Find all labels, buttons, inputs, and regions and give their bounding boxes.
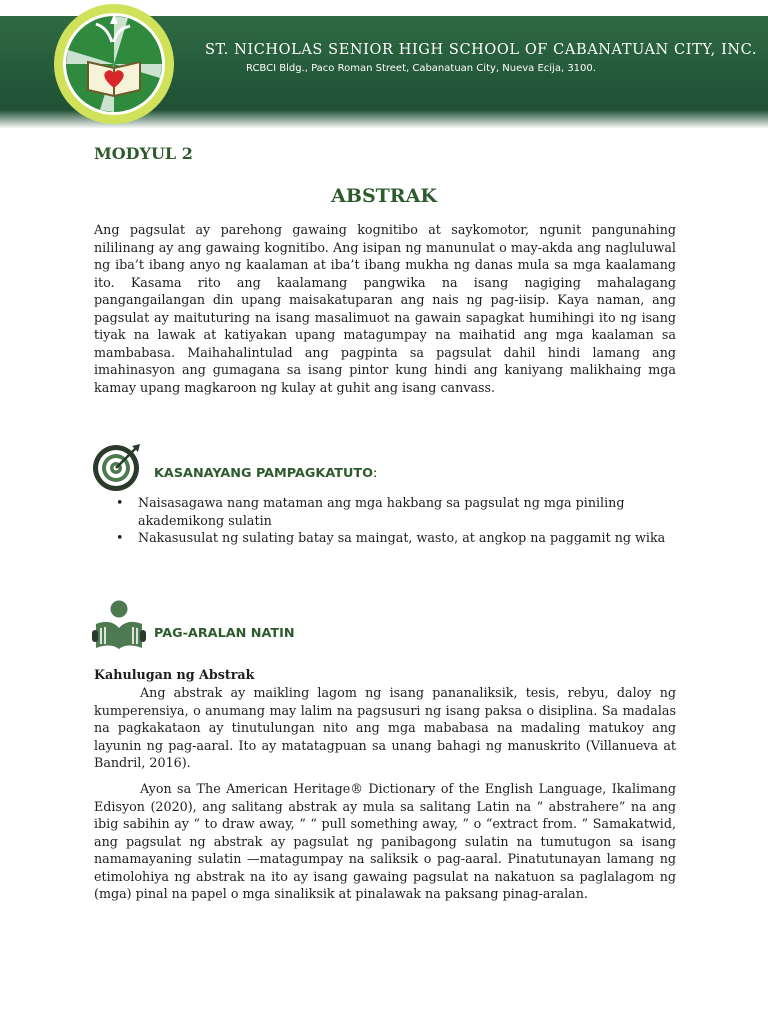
lesson-subheading: Kahulugan ng Abstrak	[94, 667, 255, 682]
school-logo	[52, 2, 176, 126]
list-item: • Nakasusulat ng sulating batay sa maingat, wasto, at angkop na paggamit ng wika	[94, 529, 684, 547]
objectives-colon: :	[372, 466, 378, 481]
list-item: • Naisasagawa nang mataman ang mga hakbang sa pagsulat ng mga piniling akademikong sulatin	[94, 494, 684, 529]
lesson-heading: PAG-ARALAN NATIN	[154, 626, 295, 641]
school-address: RCBCI Bldg., Paco Roman Street, Cabanatuan City, Nueva Ecija, 3100.	[246, 63, 596, 74]
school-name: ST. NICHOLAS SENIOR HIGH SCHOOL OF CABANATUAN CITY, INC.	[205, 42, 758, 58]
objectives-list	[94, 494, 684, 547]
page-title: ABSTRAK	[331, 185, 437, 207]
reading-person-icon	[92, 600, 146, 650]
lesson-paragraph-1: Ang abstrak ay maikling lagom ng isang pananaliksik, tesis, rebyu, daloy ng kumperensiya, o anumang may lalim na pagsusuri ng isang paksa o disiplina. Sa madalas na pagkakataon ay tinutulungan nito ang mga mababasa na madaling matukoy ang layunin ng pag-aaral. Ito ay matatagpuan sa unang bahagi ng manuskrito (Villanueva at Bandril, 2016).	[94, 685, 676, 770]
objectives-heading-text: KASANAYANG PAMPAGKATUTO	[154, 466, 373, 481]
target-icon	[92, 442, 144, 492]
intro-paragraph: Ang pagsulat ay parehong gawaing kognitibo at saykomotor, ngunit pangunahing nililinang ay ang gawaing kognitibo. Ang isipan ng manunulat o may-akda ang nagluluwal ng iba’t ibang anyo ng kaalaman at iba’t ibang mukha ng danas mula sa mga kaalamang ito. Kasama rito ang kaalamang pangwika na isang nagiging mahalagang pangangailangan din upang maisakatuparan ang nais ng pag-iisip. Kaya naman, ang pagsulat ay maituturing na isang masalimuot na gawain sapagkat humihingi ito ng isang tiyak na lawak at katiyakan upang matagumpay na maihatid ang mga kaalaman sa mambabasa. Maihahalintulad ang pagpinta sa pagsulat dahil hindi lamang ang imahinasyon ang gumagana sa isang pintor kung hindi ang kaniyang malikhaing mga kamay upang magkaroon ng kulay at guhit ang isang canvass.	[94, 222, 676, 395]
lesson-paragraph-2: Ayon sa The American Heritage® Dictionary of the English Language, Ikalimang Edisyon (2020), ang salitang abstrak ay mula sa salitang Latin na “ abstrahere” na ang ibig sabihin ay “ to draw away, ” “ pull something away, ” o “extract from. ” Samakatwid, ang pagsulat ng abstrak ay pagsulat ng panibagong sulatin na tumutugon sa isang namamayaning sulatin —matagumpay na saliksik o pag-aaral. Pinatutunayan lamang ng etimolohiya ng abstrak na ito ay isang gawaing pagsulat na nakatuon sa paglalagom ng (mga) pinal na papel o mga sinaliksik at pinalawak na paksang pinag-aralan.	[94, 781, 676, 901]
module-label: MODYUL 2	[94, 144, 193, 163]
objectives-heading	[154, 466, 377, 481]
